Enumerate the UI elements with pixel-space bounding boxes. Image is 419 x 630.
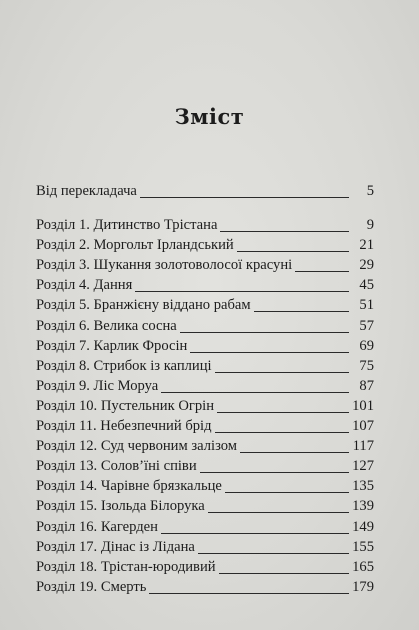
toc-entry-label: Розділ 2. Моргольт Ірландський (36, 237, 234, 254)
toc-leader-line (180, 332, 349, 333)
toc-leader-line (161, 392, 349, 393)
toc-entry-label: Розділ 11. Небезпечний брід (36, 418, 212, 435)
toc-leader-line (135, 291, 349, 292)
toc-entry-label: Розділ 19. Смерть (36, 578, 147, 595)
toc-entry-page: 21 (359, 237, 374, 254)
toc-entry-chapter (36, 495, 374, 515)
toc-entry-preface (36, 180, 374, 200)
toc-entry-label: Розділ 16. Кагерден (36, 518, 158, 535)
toc-entry-chapter (36, 435, 374, 455)
toc-entry-label: Розділ 1. Дитинство Трістана (36, 217, 218, 234)
toc-leader-line (240, 452, 349, 453)
toc-entry-page: 149 (352, 518, 374, 535)
toc-entry-page: 29 (359, 257, 374, 274)
toc-entry-page: 101 (352, 397, 374, 414)
toc-entry-label: Розділ 6. Велика сосна (36, 317, 177, 334)
toc-leader-line (220, 231, 349, 232)
toc-entry-page: 69 (359, 337, 374, 354)
toc-entry-chapter (36, 234, 374, 254)
toc-entry-label: Від перекладача (36, 183, 137, 200)
toc-chapter-list (36, 214, 374, 596)
toc-entry-chapter (36, 455, 374, 475)
toc-preface-list (36, 180, 374, 200)
toc-entry-chapter (36, 395, 374, 415)
toc-leader-line (254, 311, 349, 312)
toc-entry-label: Розділ 15. Ізольда Білорука (36, 498, 205, 515)
toc-leader-line (200, 472, 349, 473)
toc-entry-page: 45 (359, 277, 374, 294)
toc-entry-page: 87 (359, 377, 374, 394)
toc-entry-chapter (36, 576, 374, 596)
toc-entry-chapter (36, 335, 374, 355)
toc-entry-page: 155 (352, 538, 374, 555)
toc-leader-line (295, 271, 349, 272)
toc-title: Зміст (174, 104, 245, 129)
toc-leader-line (215, 372, 349, 373)
toc-entry-page: 165 (352, 558, 374, 575)
toc-entry-chapter (36, 214, 374, 234)
toc-entry-chapter (36, 515, 374, 535)
toc-leader-line (237, 251, 349, 252)
toc-entry-label: Розділ 10. Пустельник Огрін (36, 397, 215, 414)
toc-leader-line (190, 352, 349, 353)
toc-leader-line (198, 553, 349, 554)
toc-entry-chapter (36, 274, 374, 294)
toc-leader-line (161, 533, 349, 534)
toc-entry-page: 117 (352, 438, 374, 455)
toc-entry-label: Розділ 4. Дання (36, 277, 133, 294)
toc-entry-label: Розділ 12. Суд червоним залізом (36, 438, 238, 455)
toc-entry-chapter (36, 415, 374, 435)
toc-entry-label: Розділ 13. Солов’їні співи (36, 458, 197, 475)
toc-leader-line (219, 573, 349, 574)
toc-entry-chapter (36, 254, 374, 274)
toc-entry-page: 139 (352, 498, 374, 515)
toc-leader-line (140, 197, 349, 198)
toc-entry-chapter (36, 355, 374, 375)
toc-entry-label: Розділ 3. Шукання золотоволосої красуні (36, 257, 293, 274)
toc-leader-line (217, 412, 349, 413)
toc-entry-page: 75 (359, 357, 374, 374)
toc-leader-line (149, 593, 349, 594)
toc-entry-page: 135 (352, 478, 374, 495)
toc-leader-line (225, 492, 349, 493)
toc-entry-page: 127 (352, 458, 374, 475)
toc-entry-page: 107 (352, 418, 374, 435)
toc-entry-label: Розділ 5. Бранжієну віддано рабам (36, 297, 251, 314)
toc-entry-chapter (36, 556, 374, 576)
toc-leader-line (215, 432, 349, 433)
toc-entry-label: Розділ 7. Карлик Фросін (36, 337, 188, 354)
toc-entry-chapter (36, 314, 374, 334)
toc-entry-page: 51 (359, 297, 374, 314)
toc-entry-page: 5 (366, 183, 374, 200)
toc-entry-page: 9 (366, 217, 374, 234)
toc-entry-page: 179 (352, 578, 374, 595)
toc-leader-line (208, 512, 349, 513)
toc-entry-chapter (36, 294, 374, 314)
toc-entry-label: Розділ 14. Чарівне брязкальце (36, 478, 222, 495)
toc-entry-label: Розділ 18. Трістан-юродивий (36, 558, 216, 575)
toc-entry-label: Розділ 8. Стрибок із каплиці (36, 357, 212, 374)
toc-entry-label: Розділ 17. Дінас із Лідана (36, 538, 195, 555)
toc-entry-chapter (36, 375, 374, 395)
toc-entry-chapter (36, 475, 374, 495)
toc-entry-chapter (36, 536, 374, 556)
toc-entry-label: Розділ 9. Ліс Моруа (36, 377, 159, 394)
toc-entry-page: 57 (359, 317, 374, 334)
